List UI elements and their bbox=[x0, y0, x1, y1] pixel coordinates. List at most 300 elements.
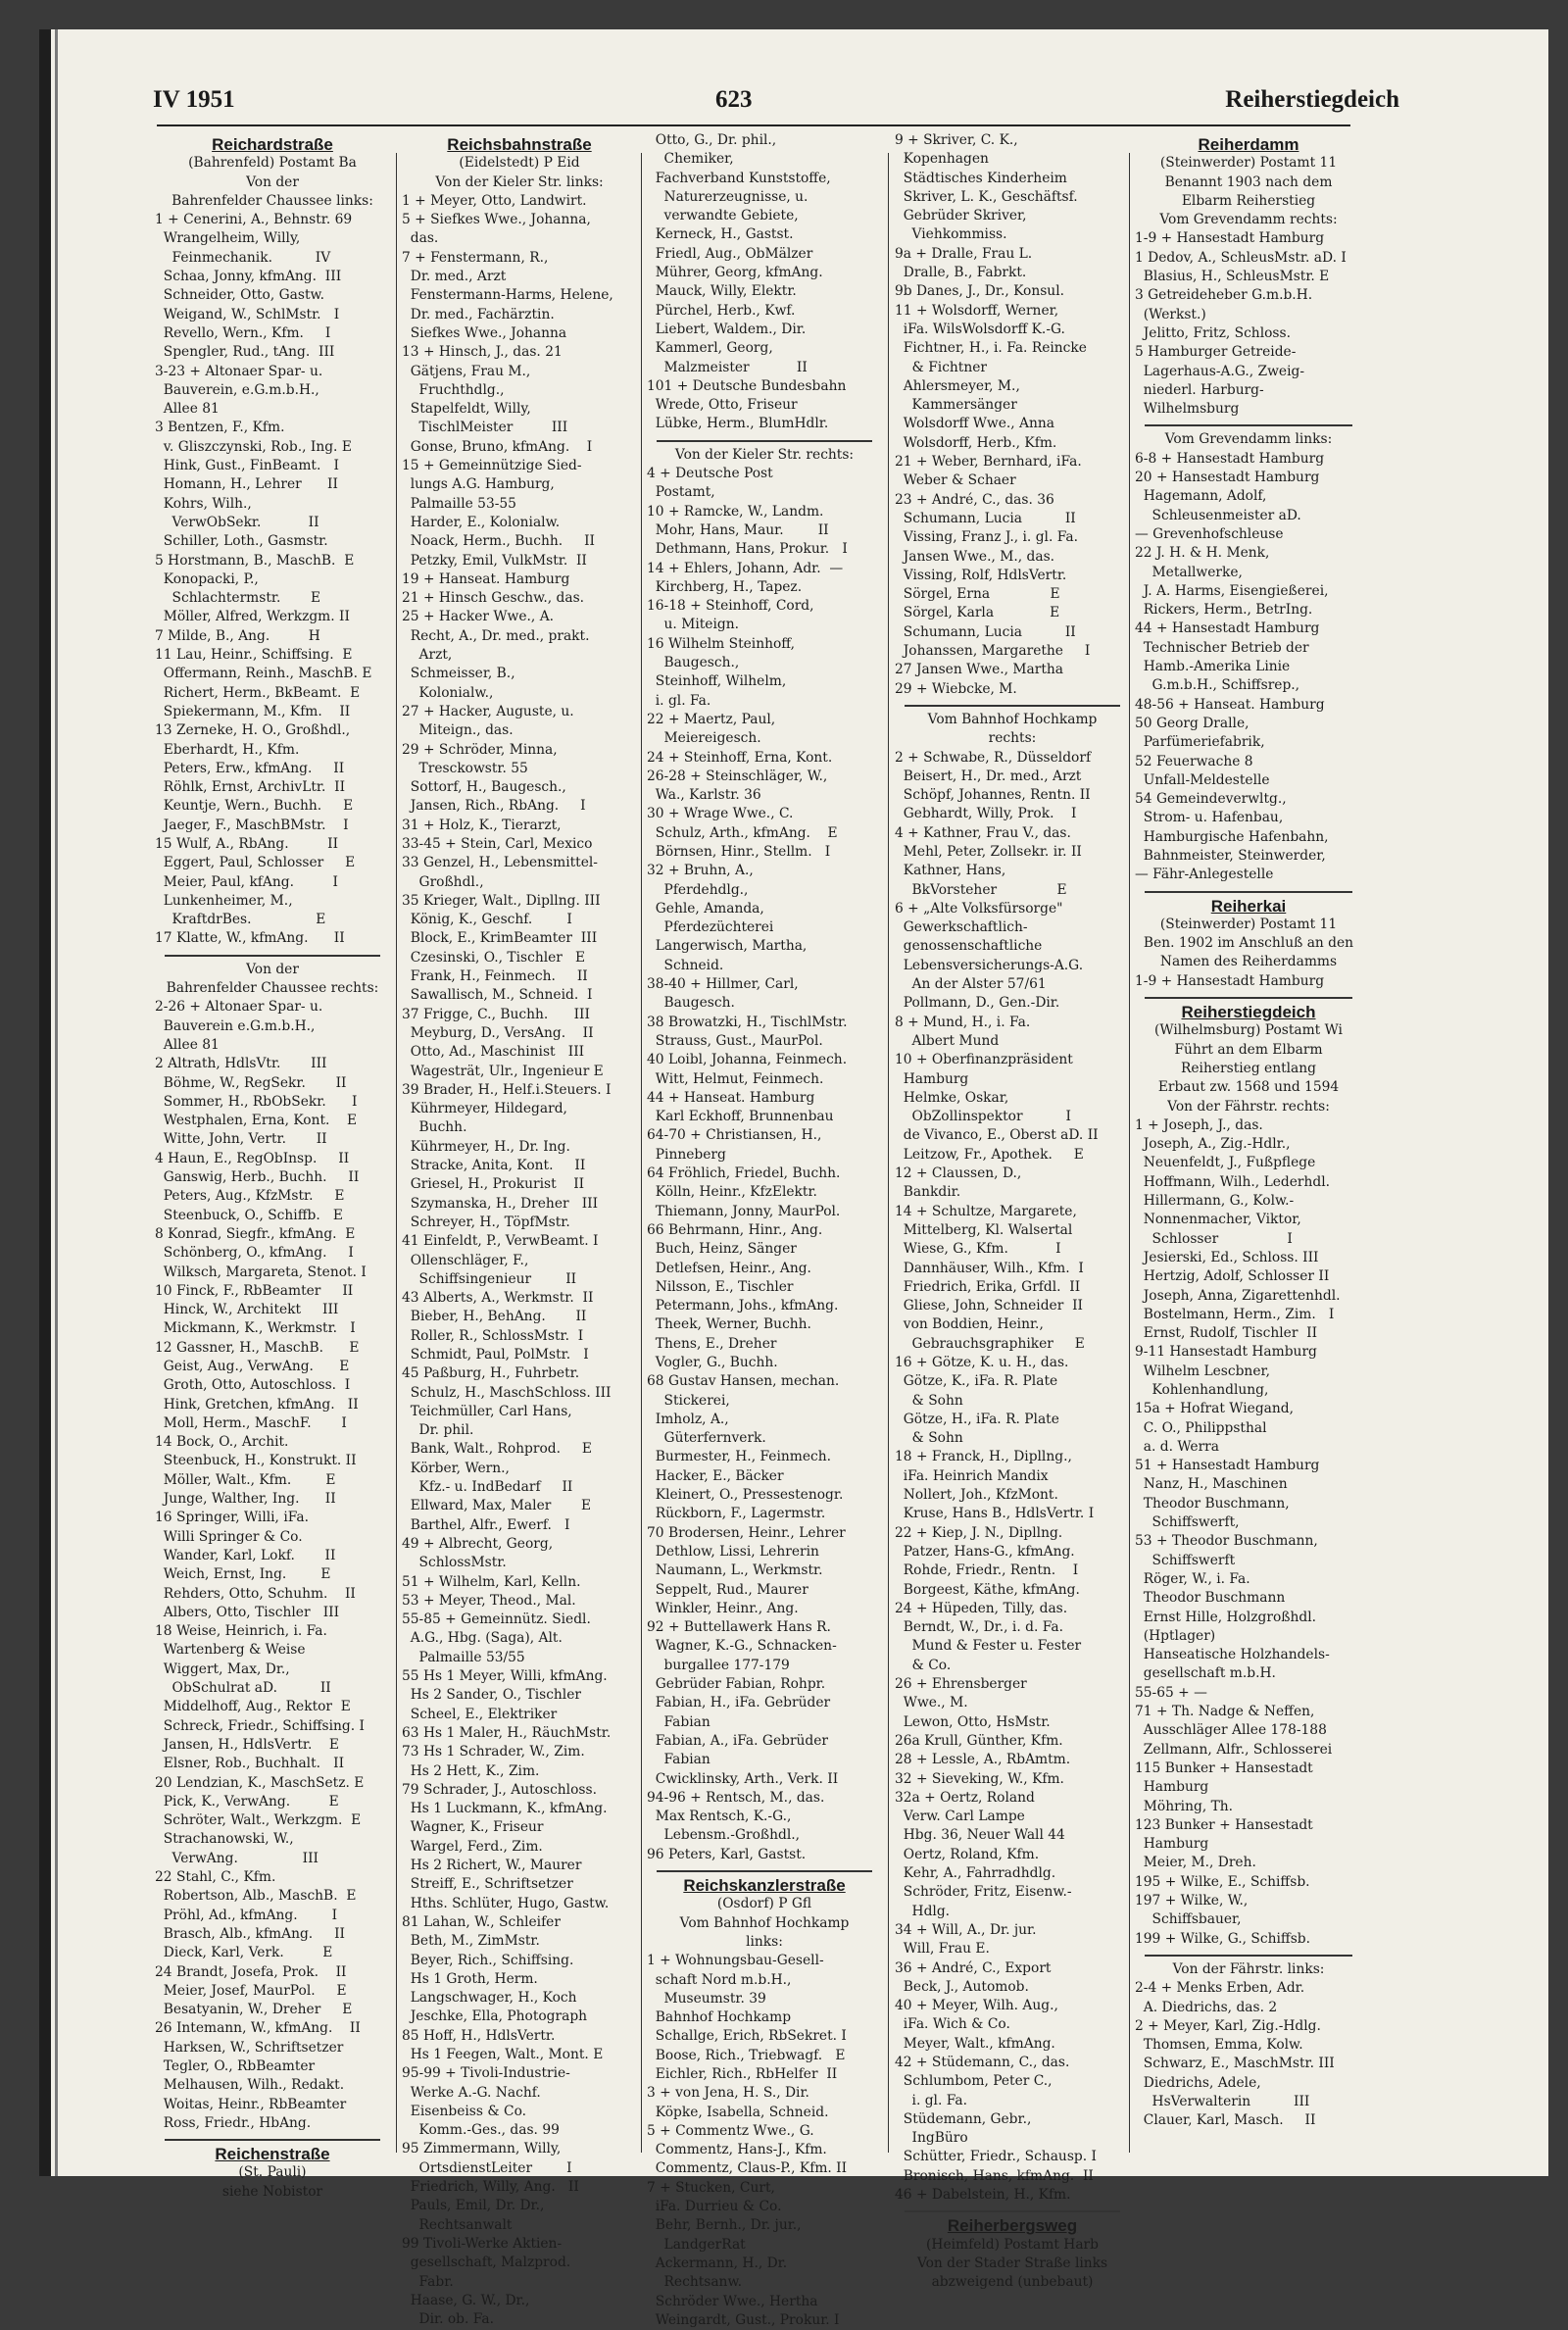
directory-entry: 5 Hamburger Getreide- bbox=[1135, 344, 1297, 361]
directory-entry: Dethmann, Hans, Prokur. I bbox=[647, 541, 848, 558]
directory-entry: Roller, R., SchlossMstr. I bbox=[402, 1327, 584, 1344]
directory-entry: 14 + Schultze, Margarete, bbox=[895, 1203, 1077, 1219]
section-separator bbox=[657, 1870, 872, 1872]
directory-entry: HsVerwalterin III bbox=[1135, 2093, 1310, 2109]
direction-note: Bahrenfelder Chaussee rechts: bbox=[166, 980, 379, 997]
directory-entry: 64-70 + Christiansen, H., bbox=[647, 1127, 822, 1144]
directory-entry: Szymanska, H., Dreher III bbox=[402, 1195, 599, 1212]
directory-entry: Gebrüder Fabian, Rohpr. bbox=[647, 1676, 826, 1693]
directory-entry: 46 + Dabelstein, H., Kfm. bbox=[895, 2187, 1071, 2204]
directory-entry: Technischer Betrieb der bbox=[1135, 639, 1309, 656]
directory-entry: Köpke, Isabella, Schneid. bbox=[647, 2104, 829, 2120]
directory-entry: An der Alster 57/61 bbox=[895, 976, 1047, 993]
directory-entry: 44 + Hanseat. Hamburg bbox=[647, 1089, 815, 1106]
directory-entry: & Fichtner bbox=[895, 359, 987, 375]
directory-entry: Strom- u. Hafenbau, bbox=[1135, 810, 1284, 826]
directory-entry: Wartenberg & Weise bbox=[155, 1642, 306, 1659]
direction-note: Elbarm Reiherstieg bbox=[1181, 192, 1316, 209]
directory-entry: das. bbox=[402, 230, 439, 247]
directory-entry: Mund & Fester u. Fester bbox=[895, 1638, 1082, 1655]
directory-entry: 22 Stahl, C., Kfm. bbox=[155, 1869, 276, 1886]
direction-note: Benannt 1903 nach dem bbox=[1164, 174, 1333, 190]
directory-entry: Neuenfeldt, J., Fußpflege bbox=[1135, 1155, 1316, 1171]
directory-entry: 15 Wulf, A., RbAng. II bbox=[155, 835, 339, 852]
directory-entry: Bronisch, Hans, kfmAng. II bbox=[895, 2167, 1094, 2184]
directory-entry: Ausschläger Allee 178-188 bbox=[1135, 1722, 1327, 1739]
directory-entry: 55-65 + — bbox=[1135, 1684, 1207, 1701]
directory-entry: 7 Milde, B., Ang. H bbox=[155, 627, 320, 644]
column-2 bbox=[402, 131, 637, 2329]
directory-entry: Streiff, E., Schriftsetzer bbox=[402, 1876, 573, 1893]
directory-entry: Wagesträt, Ulr., Ingenieur E bbox=[402, 1063, 604, 1079]
directory-entry: Dralle, B., Fabrkt. bbox=[895, 265, 1027, 281]
directory-entry: Hdlg. bbox=[895, 1903, 951, 1919]
directory-entry: 7 + Stucken, Curt, bbox=[647, 2179, 775, 2196]
district-postal-line: (Eidelstedt) P Eid bbox=[459, 155, 580, 172]
directory-entry: Kammerl, Georg, bbox=[647, 340, 773, 357]
direction-note: Von der Fährstr. rechts: bbox=[1167, 1098, 1330, 1115]
column-3 bbox=[647, 131, 882, 2330]
directory-entry: Miteign., das. bbox=[402, 722, 514, 739]
directory-entry: Wilhelmsburg bbox=[1135, 401, 1240, 418]
directory-entry: ObSchulrat aD. II bbox=[155, 1680, 331, 1697]
directory-entry: Schiller, Loth., Gasmstr. bbox=[155, 533, 328, 550]
directory-entry: 99 Tivoli-Werke Aktien- bbox=[402, 2235, 563, 2252]
directory-entry: Gebrauchsgraphiker E bbox=[895, 1335, 1085, 1352]
directory-entry: Bankdir. bbox=[895, 1184, 961, 1201]
section-separator bbox=[905, 2210, 1120, 2212]
directory-entry: LandgerRat bbox=[647, 2236, 746, 2253]
directory-entry: gesellschaft m.b.H. bbox=[1135, 1665, 1276, 1682]
street-heading: Reiherstiegdeich bbox=[1181, 1003, 1316, 1022]
directory-entry: Lewon, Otto, HsMstr. bbox=[895, 1713, 1051, 1730]
directory-entry: Schumann, Lucia II bbox=[895, 510, 1076, 526]
directory-entry: 95 Zimmermann, Willy, bbox=[402, 2141, 562, 2157]
directory-entry: Robertson, Alb., MaschB. E bbox=[155, 1888, 357, 1905]
directory-entry: Komm.-Ges., das. 99 bbox=[402, 2122, 560, 2139]
directory-entry: Mauck, Willy, Elektr. bbox=[647, 283, 797, 300]
directory-entry: Pick, K., VerwAng. E bbox=[155, 1793, 339, 1809]
direction-note: siehe Nobistor bbox=[221, 2183, 323, 2200]
directory-entry: Jansen, H., HdlsVertr. E bbox=[155, 1736, 339, 1753]
directory-entry: Hacker, E., Bäcker bbox=[647, 1467, 784, 1484]
directory-entry: Siefkes Wwe., Johanna bbox=[402, 324, 567, 341]
directory-entry: 25 + Hacker Wwe., A. bbox=[402, 609, 555, 625]
direction-note: Vom Grevendamm rechts: bbox=[1159, 212, 1338, 228]
directory-entry: 70 Brodersen, Heinr., Lehrer bbox=[647, 1524, 846, 1541]
directory-entry: 63 Hs 1 Maler, H., RäuchMstr. bbox=[402, 1724, 612, 1741]
directory-entry: Möhring, Th. bbox=[1135, 1798, 1234, 1814]
directory-entry: iFa. Wich & Co. bbox=[895, 2016, 1010, 2033]
directory-entry: Pürchel, Herb., Kwf. bbox=[647, 302, 796, 319]
directory-entry: Wa., Karlstr. 36 bbox=[647, 787, 761, 804]
directory-entry: Otto, Ad., Maschinist III bbox=[402, 1044, 585, 1061]
directory-entry: Schlumbom, Peter C., bbox=[895, 2073, 1053, 2090]
directory-entry: Verw. Carl Lampe bbox=[895, 1809, 1025, 1825]
directory-entry: Clauer, Karl, Masch. II bbox=[1135, 2112, 1316, 2129]
directory-entry: Mührer, Georg, kfmAng. bbox=[647, 265, 823, 281]
directory-entry: Dethlow, Lissi, Lehrerin bbox=[647, 1543, 819, 1560]
directory-entry: Friedrich, Erika, Grfdl. II bbox=[895, 1278, 1081, 1295]
column-divider bbox=[641, 153, 642, 2153]
column-1 bbox=[155, 131, 390, 2202]
directory-entry: Theek, Werner, Buchh. bbox=[647, 1316, 811, 1333]
directory-entry: Rickers, Herm., BetrIng. bbox=[1135, 602, 1313, 619]
directory-entry: 45 Paßburg, H., Fuhrbetr. bbox=[402, 1365, 580, 1382]
directory-entry: OrtsdienstLeiter I bbox=[402, 2159, 572, 2176]
directory-entry: VerwObSekr. II bbox=[155, 514, 319, 530]
header-volume-year: IV 1951 bbox=[153, 86, 235, 113]
district-postal-line: (Heimfeld) Postamt Harb bbox=[926, 2236, 1099, 2253]
directory-entry: Pinneberg bbox=[647, 1146, 726, 1163]
directory-entry: — Grevenhofschleuse bbox=[1135, 525, 1284, 542]
directory-entry: Wilksch, Margareta, Stenot. I bbox=[155, 1264, 367, 1280]
directory-entry: Spengler, Rud., tAng. III bbox=[155, 344, 335, 361]
directory-entry: Borgeest, Käthe, kfmAng. bbox=[895, 1581, 1080, 1598]
directory-entry: Hink, Gretchen, kfmAng. II bbox=[155, 1396, 359, 1413]
section-separator bbox=[165, 2139, 380, 2141]
directory-entry: Schröder Wwe., Hertha bbox=[647, 2293, 818, 2309]
directory-entry: Langerwisch, Martha, bbox=[647, 938, 808, 955]
directory-entry: Stüdemann, Gebr., bbox=[895, 2110, 1032, 2127]
directory-entry: 4 Haun, E., RegObInsp. II bbox=[155, 1150, 350, 1166]
directory-entry: Gebhardt, Willy, Prok. I bbox=[895, 806, 1077, 822]
directory-entry: 95-99 + Tivoli-Industrie- bbox=[402, 2065, 570, 2082]
directory-entry: 12 Gassner, H., MaschB. E bbox=[155, 1339, 360, 1356]
directory-entry: 2 Altrath, HdlsVtr. III bbox=[155, 1056, 327, 1072]
directory-entry: Tegler, O., RbBeamter bbox=[155, 2057, 316, 2074]
directory-entry: Schumann, Lucia II bbox=[895, 623, 1076, 640]
directory-entry: 23 + André, C., das. 36 bbox=[895, 491, 1054, 508]
directory-entry: Rehders, Otto, Schuhm. II bbox=[155, 1585, 356, 1602]
directory-entry: A. Diedrichs, das. 2 bbox=[1135, 1999, 1278, 2015]
directory-entry: 68 Gustav Hansen, mechan. bbox=[647, 1373, 840, 1390]
directory-entry: 2 + Meyer, Karl, Zig.-Hdlg. bbox=[1135, 2017, 1321, 2034]
directory-entry: Eggert, Paul, Schlosser E bbox=[155, 855, 356, 871]
directory-entry: 26a Krull, Günther, Kfm. bbox=[895, 1732, 1063, 1749]
directory-entry: Beck, J., Automob. bbox=[895, 1978, 1029, 1995]
directory-entry: Homann, H., Lehrer II bbox=[155, 476, 338, 493]
directory-entry: Wolsdorff, Herb., Kfm. bbox=[895, 434, 1057, 451]
directory-entry: Ahlersmeyer, M., bbox=[895, 377, 1020, 394]
directory-entry: Hanseatische Holzhandels- bbox=[1135, 1647, 1330, 1663]
directory-entry: Mittelberg, Kl. Walsertal bbox=[895, 1221, 1073, 1238]
directory-entry: Meiereigesch. bbox=[647, 730, 761, 747]
directory-entry: A.G., Hbg. (Saga), Alt. bbox=[402, 1630, 563, 1647]
directory-entry: Teichmüller, Carl Hans, bbox=[402, 1403, 572, 1419]
directory-entry: Richert, Herm., BkBeamt. E bbox=[155, 684, 361, 701]
directory-entry: Fruchthdlg., bbox=[402, 381, 505, 398]
directory-entry: Mohr, Hans, Maur. II bbox=[647, 521, 829, 538]
directory-entry: Ernst Hille, Holzgroßhdl. bbox=[1135, 1609, 1317, 1625]
street-heading: Reiherdamm bbox=[1198, 135, 1299, 154]
directory-entry: a. d. Werra bbox=[1135, 1438, 1220, 1455]
directory-entry: Friedl, Aug., ObMälzer bbox=[647, 245, 813, 262]
directory-entry: 6 + „Alte Volksfürsorge" bbox=[895, 900, 1063, 917]
directory-entry: Schiffsingenieur II bbox=[402, 1270, 577, 1287]
direction-note: Vom Grevendamm links: bbox=[1164, 431, 1333, 448]
directory-entry: Gätjens, Frau M., bbox=[402, 363, 531, 379]
directory-entry: 38 Browatzki, H., TischlMstr. bbox=[647, 1014, 848, 1030]
directory-entry: Nilsson, E., Tischler bbox=[647, 1278, 794, 1295]
directory-entry: Karl Eckhoff, Brunnenbau bbox=[647, 1109, 834, 1125]
directory-entry: Lagerhaus-A.G., Zweig- bbox=[1135, 363, 1304, 379]
direction-note: abzweigend (unbebaut) bbox=[931, 2274, 1094, 2291]
directory-entry: 42 + Stüdemann, C., das. bbox=[895, 2054, 1070, 2070]
directory-entry: Griesel, H., Prokurist II bbox=[402, 1176, 585, 1193]
directory-entry: Otto, G., Dr. phil., bbox=[647, 132, 777, 148]
directory-entry: 22 J. H. & H. Menk, bbox=[1135, 545, 1270, 562]
directory-entry: Pferdezüchterei bbox=[647, 919, 774, 936]
directory-entry: Kehr, A., Fahrradhdlg. bbox=[895, 1865, 1056, 1882]
direction-note: Von der Kieler Str. rechts: bbox=[674, 446, 855, 463]
directory-entry: Winkler, Heinr., Ang. bbox=[647, 1600, 799, 1616]
directory-entry: 36 + André, C., Export bbox=[895, 1959, 1052, 1976]
directory-entry: Theodor Buschmann bbox=[1135, 1590, 1286, 1607]
directory-entry: Strachanowski, W., bbox=[155, 1831, 294, 1848]
directory-entry: Dr. phil. bbox=[402, 1422, 474, 1439]
directory-entry: Behr, Bernh., Dr. jur., bbox=[647, 2217, 802, 2234]
directory-entry: Willi Springer & Co. bbox=[155, 1528, 303, 1545]
directory-entry: 33 Genzel, H., Lebensmittel- bbox=[402, 855, 598, 871]
direction-note: Vom Bahnhof Hochkamp bbox=[927, 711, 1098, 727]
directory-entry: Sörgel, Erna E bbox=[895, 586, 1060, 603]
directory-entry: Skriver, L. K., Geschäftsf. bbox=[895, 188, 1078, 205]
directory-entry: VerwAng. III bbox=[155, 1850, 319, 1866]
directory-entry: Körber, Wern., bbox=[402, 1460, 510, 1476]
directory-entry: 20 + Hansestadt Hamburg bbox=[1135, 470, 1320, 486]
directory-entry: ObZollinspektor I bbox=[895, 1109, 1071, 1125]
directory-entry: 9b Danes, J., Dr., Konsul. bbox=[895, 283, 1064, 300]
directory-entry: Lübke, Herm., BlumHdlr. bbox=[647, 416, 829, 432]
directory-entry: Sörgel, Karla E bbox=[895, 605, 1060, 621]
directory-entry: 30 + Wrage Wwe., C. bbox=[647, 806, 794, 822]
directory-entry: Viehkommiss. bbox=[895, 226, 1007, 243]
directory-entry: Frank, H., Feinmech. II bbox=[402, 968, 588, 985]
directory-entry: 50 Georg Dralle, bbox=[1135, 715, 1250, 731]
directory-entry: Buch, Heinz, Sänger bbox=[647, 1241, 797, 1258]
directory-entry: Witte, John, Vertr. II bbox=[155, 1131, 327, 1148]
directory-entry: Gewerkschaftlich- bbox=[895, 919, 1028, 936]
direction-note: Von der Kieler Str. links: bbox=[435, 174, 604, 190]
directory-entry: 16 Springer, Willi, iFa. bbox=[155, 1510, 309, 1526]
directory-entry: Vissing, Franz J., i. gl. Fa. bbox=[895, 529, 1078, 546]
directory-entry: G.m.b.H., Schiffsrep., bbox=[1135, 677, 1300, 694]
directory-entry: 39 Brader, H., Helf.i.Steuers. I bbox=[402, 1081, 612, 1098]
directory-entry: 7 + Fenstermann, R., bbox=[402, 249, 549, 266]
directory-entry: 92 + Buttellawerk Hans R. bbox=[647, 1619, 831, 1636]
directory-entry: Schiffsbauer, bbox=[1135, 1911, 1242, 1928]
directory-entry: 9 + Skriver, C. K., bbox=[895, 132, 1018, 148]
directory-entry: Offermann, Reinh., MaschB. E bbox=[155, 666, 372, 682]
directory-entry: Naturerzeugnisse, u. bbox=[647, 188, 808, 205]
section-separator bbox=[165, 955, 380, 957]
directory-entry: Chemiker, bbox=[647, 151, 734, 168]
directory-entry: Kfz.- u. IndBedarf II bbox=[402, 1479, 573, 1496]
directory-entry: Detlefsen, Heinr., Ang. bbox=[647, 1260, 811, 1276]
directory-entry: Scheel, E., Elektriker bbox=[402, 1706, 558, 1722]
directory-entry: Sommer, H., RbObSekr. I bbox=[155, 1093, 358, 1110]
directory-entry: 5 + Commentz Wwe., G. bbox=[647, 2122, 814, 2139]
column-4 bbox=[895, 131, 1130, 2293]
district-postal-line: (Osdorf) P Gfl bbox=[716, 1896, 812, 1912]
direction-note: Von der Stader Straße links bbox=[916, 2255, 1108, 2271]
directory-entry: Fabian, H., iFa. Gebrüder bbox=[647, 1695, 831, 1711]
directory-entry: 10 Finck, F., RbBeamter II bbox=[155, 1282, 354, 1299]
directory-entry: Hs 1 Feegen, Walt., Mont. E bbox=[402, 2046, 604, 2062]
directory-entry: Rechtsanwalt bbox=[402, 2216, 513, 2233]
directory-entry: 1 Dedov, A., SchleusMstr. aD. I bbox=[1135, 249, 1347, 266]
directory-entry: Städtisches Kinderheim bbox=[895, 170, 1067, 186]
directory-entry: Patzer, Hans-G., kfmAng. bbox=[895, 1543, 1075, 1560]
directory-entry: 48-56 + Hanseat. Hamburg bbox=[1135, 696, 1325, 713]
directory-entry: 5 Horstmann, B., MaschB. E bbox=[155, 552, 355, 569]
directory-entry: IngBüro bbox=[895, 2130, 968, 2147]
directory-entry: Hink, Gust., FinBeamt. I bbox=[155, 458, 339, 474]
directory-entry: Weich, Ernst, Ing. E bbox=[155, 1566, 331, 1583]
directory-entry: Vissing, Rolf, HdlsVertr. bbox=[895, 567, 1067, 583]
directory-entry: Nollert, Joh., KfzMont. bbox=[895, 1487, 1058, 1504]
directory-entry: Schwarz, E., MaschMstr. III bbox=[1135, 2056, 1335, 2072]
directory-entry: 10 + Oberfinanzpräsident bbox=[895, 1052, 1073, 1068]
directory-entry: 53 + Meyer, Theod., Mal. bbox=[402, 1592, 576, 1609]
directory-entry: 64 Fröhlich, Friedel, Buchh. bbox=[647, 1165, 841, 1182]
page-number: 623 bbox=[715, 86, 753, 113]
column-5 bbox=[1135, 131, 1362, 2131]
directory-entry: J. A. Harms, Eisengießerei, bbox=[1135, 582, 1329, 599]
directory-entry: Ollenschläger, F., bbox=[402, 1252, 529, 1268]
directory-entry: Wrede, Otto, Friseur bbox=[647, 397, 798, 414]
directory-entry: Arzt, bbox=[402, 647, 453, 664]
directory-entry: 16 Wilhelm Steinhoff, bbox=[647, 635, 795, 652]
directory-entry: Bahnmeister, Steinwerder, bbox=[1135, 847, 1326, 864]
directory-entry: Baugesch., bbox=[647, 655, 740, 671]
directory-entry: Cwicklinsky, Arth., Verk. II bbox=[647, 1770, 839, 1787]
directory-entry: 24 + Steinhoff, Erna, Kont. bbox=[647, 749, 833, 766]
section-separator bbox=[1145, 997, 1352, 999]
directory-entry: 4 + Deutsche Post bbox=[647, 466, 773, 482]
directory-entry: Großhdl., bbox=[402, 873, 484, 890]
directory-entry: Schneid. bbox=[647, 957, 724, 973]
directory-entry: Kopenhagen bbox=[895, 151, 989, 168]
directory-entry: 18 + Franck, H., Dipllng., bbox=[895, 1449, 1072, 1465]
directory-entry: Steenbuck, H., Konstrukt. II bbox=[155, 1453, 357, 1469]
directory-entry: Kohlenhandlung, bbox=[1135, 1382, 1269, 1398]
directory-entry: Jeschke, Ella, Photograph bbox=[402, 2008, 588, 2025]
directory-page bbox=[39, 29, 1548, 2328]
directory-entry: Schleusenmeister aD. bbox=[1135, 507, 1301, 523]
directory-entry: 32a + Oertz, Roland bbox=[895, 1789, 1035, 1806]
directory-entry: 35 Krieger, Walt., Dipllng. III bbox=[402, 892, 601, 909]
directory-entry: Unfall-Meldestelle bbox=[1135, 771, 1270, 788]
directory-entry: 71 + Th. Nadge & Neffen, bbox=[1135, 1704, 1315, 1720]
directory-entry: Jaeger, F., MaschBMstr. I bbox=[155, 817, 349, 833]
directory-entry: SchlossMstr. bbox=[402, 1555, 507, 1571]
directory-entry: Mehl, Peter, Zollsekr. ir. II bbox=[895, 843, 1082, 860]
directory-entry: Tresckowstr. 55 bbox=[402, 760, 528, 776]
directory-entry: C. O., Philippsthal bbox=[1135, 1419, 1267, 1436]
directory-entry: 6-8 + Hansestadt Hamburg bbox=[1135, 450, 1325, 467]
directory-entry: 32 + Sieveking, W., Kfm. bbox=[895, 1770, 1064, 1787]
direction-note: Von der bbox=[246, 961, 299, 977]
direction-note: rechts: bbox=[988, 730, 1037, 747]
directory-entry: BkVorsteher E bbox=[895, 881, 1067, 898]
directory-entry: 37 Frigge, C., Buchh. III bbox=[402, 1006, 590, 1022]
directory-entry: Johanssen, Margarethe I bbox=[895, 643, 1091, 660]
directory-entry: Gliese, John, Schneider II bbox=[895, 1298, 1083, 1314]
district-postal-line: (Wilhelmsburg) Postamt Wi bbox=[1154, 1022, 1343, 1039]
directory-entry: Götze, K., iFa. R. Plate bbox=[895, 1373, 1058, 1390]
directory-entry: 8 Konrad, Siegfr., kfmAng. E bbox=[155, 1225, 356, 1242]
directory-entry: Gonse, Bruno, kfmAng. I bbox=[402, 438, 593, 455]
directory-entry: 52 Feuerwache 8 bbox=[1135, 753, 1253, 769]
directory-entry: Fabian bbox=[647, 1713, 710, 1730]
directory-entry: Kührmeyer, Hildegard, bbox=[402, 1101, 567, 1117]
directory-entry: & Sohn bbox=[895, 1392, 963, 1409]
directory-entry: 2-4 + Menks Erben, Adr. bbox=[1135, 1980, 1305, 1997]
directory-entry: Börnsen, Hinr., Stellm. I bbox=[647, 843, 831, 860]
directory-entry: Kathner, Hans, bbox=[895, 863, 1006, 879]
directory-entry: Wander, Karl, Lokf. II bbox=[155, 1547, 336, 1563]
direction-note: Von der Fährstr. links: bbox=[1172, 1960, 1325, 1977]
directory-entry: Keuntje, Wern., Buchh. E bbox=[155, 798, 354, 815]
directory-entry: 28 + Lessle, A., RbAmtm. bbox=[895, 1752, 1071, 1768]
directory-entry: Fabr. bbox=[402, 2273, 454, 2290]
directory-entry: Diedrichs, Adele, bbox=[1135, 2074, 1261, 2091]
directory-entry: Boose, Rich., Triebwagf. E bbox=[647, 2047, 846, 2063]
directory-entry: 12 + Claussen, D., bbox=[895, 1165, 1022, 1182]
directory-entry: Rückborn, F., Lagermstr. bbox=[647, 1506, 826, 1522]
directory-entry: Pferdehdlg., bbox=[647, 881, 749, 898]
book-spine bbox=[39, 29, 51, 2176]
directory-entry: Weber & Schaer bbox=[895, 472, 1016, 489]
directory-entry: Sottorf, H., Baugesch., bbox=[402, 779, 566, 796]
directory-entry: Hertzig, Adolf, Schlosser II bbox=[1135, 1268, 1330, 1285]
directory-entry: 197 + Wilke, W., bbox=[1135, 1893, 1249, 1909]
directory-entry: 14 Bock, O., Archit. bbox=[155, 1434, 289, 1451]
directory-entry: Kolonialw., bbox=[402, 684, 494, 701]
directory-entry: 16-18 + Steinhoff, Cord, bbox=[647, 598, 814, 615]
directory-entry: Westphalen, Erna, Kont. E bbox=[155, 1113, 358, 1129]
directory-entry: Kleinert, O., Pressestenogr. bbox=[647, 1487, 844, 1504]
directory-entry: Hamburgische Hafenbahn, bbox=[1135, 828, 1329, 845]
directory-entry: Wwe., M. bbox=[895, 1695, 968, 1711]
directory-entry: Schallge, Erich, RbSekret. I bbox=[647, 2028, 847, 2045]
directory-entry: verwandte Gebiete, bbox=[647, 208, 799, 224]
directory-entry: Ernst, Rudolf, Tischler II bbox=[1135, 1325, 1318, 1342]
directory-entry: 10 + Ramcke, W., Landm. bbox=[647, 503, 824, 520]
directory-entry: 24 + Hüpeden, Tilly, das. bbox=[895, 1600, 1068, 1616]
street-heading: Reichenstraße bbox=[215, 2145, 330, 2164]
directory-entry: Steinhoff, Wilhelm, bbox=[647, 673, 787, 690]
directory-entry: Schlachtermstr. E bbox=[155, 590, 321, 607]
directory-entry: Petermann, Johs., kfmAng. bbox=[647, 1298, 839, 1314]
directory-entry: Güterfernverk. bbox=[647, 1430, 766, 1447]
directory-entry: Beisert, H., Dr. med., Arzt bbox=[895, 768, 1082, 784]
directory-entry: 3 Bentzen, F., Kfm. bbox=[155, 420, 285, 436]
directory-entry: TischlMeister III bbox=[402, 420, 568, 436]
directory-entry: Blasius, H., SchleusMstr. E bbox=[1135, 269, 1330, 285]
directory-entry: Groth, Otto, Autoschloss. I bbox=[155, 1377, 351, 1394]
directory-entry: gesellschaft, Malzprod. bbox=[402, 2255, 571, 2271]
directory-entry: 22 + Kiep, J. N., Dipllng. bbox=[895, 1524, 1063, 1541]
directory-entry: Hs 2 Hett, K., Zim. bbox=[402, 1762, 540, 1779]
header-rule bbox=[157, 124, 1350, 126]
directory-entry: Schneider, Otto, Gastw. bbox=[155, 287, 325, 304]
directory-entry: Bauverein, e.G.m.b.H., bbox=[155, 381, 319, 398]
directory-entry: Wrangelheim, Willy, bbox=[155, 230, 301, 247]
directory-entry: Schlosser I bbox=[1135, 1230, 1293, 1247]
